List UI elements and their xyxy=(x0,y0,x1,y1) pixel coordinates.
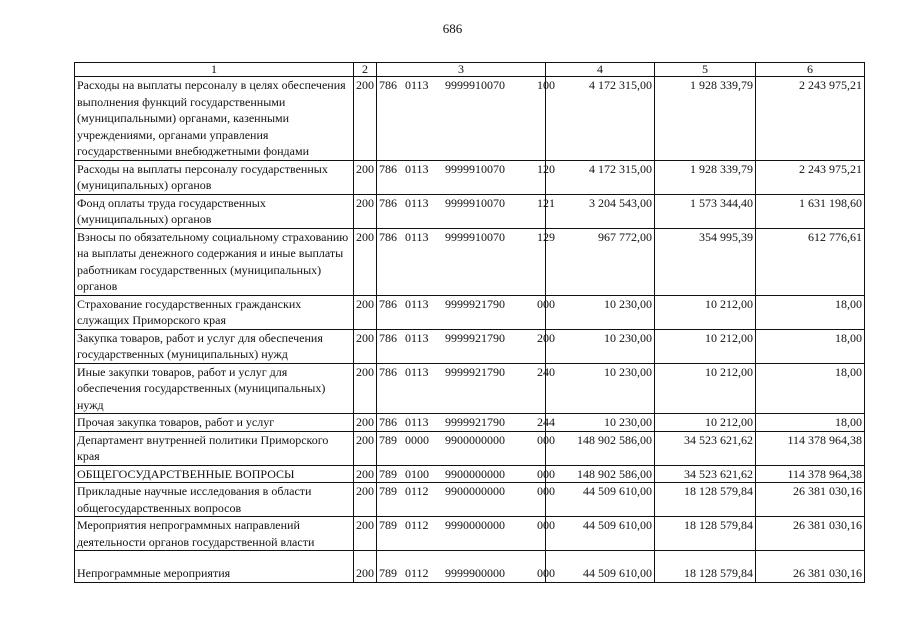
expense-name: Расходы на выплаты персоналу государственных (муниципальных) органов xyxy=(75,160,354,194)
budget-table xyxy=(74,62,865,583)
column-header: 2 xyxy=(354,63,377,77)
target-article-code: 9999910070 xyxy=(445,161,505,176)
executed-amount: 1 573 344,40 xyxy=(655,194,756,228)
classification-code xyxy=(377,329,555,363)
ministry-code: 789 xyxy=(379,566,397,580)
remaining-amount: 114 378 964,38 xyxy=(756,431,865,465)
expense-type-code: 100 xyxy=(537,78,555,92)
section-code: 0113 xyxy=(405,161,429,176)
remaining-amount: 18,00 xyxy=(756,363,865,414)
table-row xyxy=(75,160,865,194)
admin-code: 200 xyxy=(354,551,377,583)
target-article-code: 9900000000 xyxy=(445,432,505,447)
table-row xyxy=(75,363,865,414)
table-row xyxy=(75,194,865,228)
expense-type-code: 000 xyxy=(537,466,555,481)
target-article-code: 9999921790 xyxy=(445,296,505,311)
classification-code xyxy=(377,295,555,329)
remaining-amount: 18,00 xyxy=(756,295,865,329)
ministry-code: 786 xyxy=(379,229,397,244)
classification-code xyxy=(377,160,555,194)
section-code: 0112 xyxy=(405,518,429,532)
target-article-code: 9999910070 xyxy=(445,229,505,244)
target-article-code: 9999910070 xyxy=(445,195,505,210)
expense-name: Закупка товаров, работ и услуг для обеспечения государственных (муниципальных) нужд xyxy=(75,329,354,363)
section-code: 0113 xyxy=(405,330,429,345)
classification-code xyxy=(377,363,555,414)
admin-code: 200 xyxy=(354,295,377,329)
approved-amount: 10 230,00 xyxy=(546,414,655,432)
remaining-amount: 18,00 xyxy=(756,329,865,363)
approved-amount: 967 772,00 xyxy=(546,228,655,295)
expense-name: ОБЩЕГОСУДАРСТВЕННЫЕ ВОПРОСЫ xyxy=(75,465,354,483)
column-header: 5 xyxy=(655,63,756,77)
target-article-code: 9990000000 xyxy=(445,518,505,532)
ministry-code: 786 xyxy=(379,195,397,210)
approved-amount: 4 172 315,00 xyxy=(546,160,655,194)
ministry-code: 786 xyxy=(379,415,397,429)
executed-amount: 10 212,00 xyxy=(655,295,756,329)
expense-type-code: 240 xyxy=(537,364,555,379)
table-row xyxy=(75,483,865,517)
executed-amount: 10 212,00 xyxy=(655,329,756,363)
remaining-amount: 26 381 030,16 xyxy=(756,551,865,583)
remaining-amount: 612 776,61 xyxy=(756,228,865,295)
admin-code: 200 xyxy=(354,414,377,432)
column-header: 1 xyxy=(75,63,354,77)
classification-code xyxy=(377,517,555,551)
admin-code: 200 xyxy=(354,483,377,517)
section-code: 0100 xyxy=(405,466,429,481)
expense-name: Расходы на выплаты персоналу в целях обеспечения выполнения функций государственными (муниципальными) органами, казенными учреждениями, органами управления государственными внебюджетными фондами xyxy=(75,77,354,161)
expense-name: Фонд оплаты труда государственных (муниципальных) органов xyxy=(75,194,354,228)
remaining-amount: 2 243 975,21 xyxy=(756,77,865,161)
admin-code: 200 xyxy=(354,465,377,483)
table-header-row xyxy=(75,63,865,77)
classification-code xyxy=(377,483,555,517)
executed-amount: 18 128 579,84 xyxy=(655,551,756,583)
ministry-code: 789 xyxy=(379,484,397,498)
admin-code: 200 xyxy=(354,228,377,295)
table-row xyxy=(75,517,865,551)
classification-code xyxy=(377,194,555,228)
executed-amount: 10 212,00 xyxy=(655,363,756,414)
approved-amount: 148 902 586,00 xyxy=(546,431,655,465)
executed-amount: 354 995,39 xyxy=(655,228,756,295)
expense-name: Взносы по обязательному социальному страхованию на выплаты денежного содержания и иные выплаты работникам государственных (муниципальных) органов xyxy=(75,228,354,295)
expense-type-code: 129 xyxy=(537,229,555,244)
approved-amount: 148 902 586,00 xyxy=(546,465,655,483)
column-header: 4 xyxy=(546,63,655,77)
expense-name: Прочая закупка товаров, работ и услуг xyxy=(75,414,354,432)
table-row xyxy=(75,465,865,483)
admin-code: 200 xyxy=(354,517,377,551)
target-article-code: 9900000000 xyxy=(445,484,505,498)
expense-type-code: 000 xyxy=(537,296,555,311)
remaining-amount: 26 381 030,16 xyxy=(756,517,865,551)
section-code: 0112 xyxy=(405,484,429,498)
expense-type-code: 121 xyxy=(537,195,555,210)
classification-code xyxy=(377,465,555,483)
remaining-amount: 26 381 030,16 xyxy=(756,483,865,517)
expense-name: Мероприятия непрограммных направлений деятельности органов государственной власти xyxy=(75,517,354,551)
classification-code xyxy=(377,77,555,161)
admin-code: 200 xyxy=(354,77,377,161)
remaining-amount: 18,00 xyxy=(756,414,865,432)
table-row xyxy=(75,329,865,363)
table-row xyxy=(75,431,865,465)
ministry-code: 789 xyxy=(379,518,397,532)
classification-code xyxy=(377,414,555,432)
remaining-amount: 1 631 198,60 xyxy=(756,194,865,228)
remaining-amount: 2 243 975,21 xyxy=(756,160,865,194)
approved-amount: 44 509 610,00 xyxy=(546,517,655,551)
target-article-code: 9999910070 xyxy=(445,78,505,92)
approved-amount: 44 509 610,00 xyxy=(546,551,655,583)
approved-amount: 44 509 610,00 xyxy=(546,483,655,517)
admin-code: 200 xyxy=(354,160,377,194)
remaining-amount: 114 378 964,38 xyxy=(756,465,865,483)
executed-amount: 18 128 579,84 xyxy=(655,517,756,551)
expense-name: Непрограммные мероприятия xyxy=(75,551,354,583)
expense-name: Департамент внутренней политики Приморского края xyxy=(75,431,354,465)
executed-amount: 34 523 621,62 xyxy=(655,465,756,483)
section-code: 0113 xyxy=(405,296,429,311)
executed-amount: 10 212,00 xyxy=(655,414,756,432)
table-row xyxy=(75,414,865,432)
target-article-code: 9900000000 xyxy=(445,466,505,481)
section-code: 0113 xyxy=(405,415,429,429)
executed-amount: 1 928 339,79 xyxy=(655,77,756,161)
approved-amount: 10 230,00 xyxy=(546,363,655,414)
section-code: 0113 xyxy=(405,195,429,210)
admin-code: 200 xyxy=(354,431,377,465)
expense-type-code: 200 xyxy=(537,330,555,345)
target-article-code: 9999921790 xyxy=(445,415,505,429)
page-number: 686 xyxy=(442,21,463,36)
section-code: 0113 xyxy=(405,229,429,244)
target-article-code: 9999921790 xyxy=(445,330,505,345)
ministry-code: 789 xyxy=(379,466,397,481)
executed-amount: 34 523 621,62 xyxy=(655,431,756,465)
target-article-code: 9999921790 xyxy=(445,364,505,379)
section-code: 0113 xyxy=(405,364,429,379)
expense-name: Иные закупки товаров, работ и услуг для обеспечения государственных (муниципальных) нужд xyxy=(75,363,354,414)
table-row xyxy=(75,228,865,295)
ministry-code: 786 xyxy=(379,330,397,345)
executed-amount: 18 128 579,84 xyxy=(655,483,756,517)
admin-code: 200 xyxy=(354,329,377,363)
section-code: 0112 xyxy=(405,566,429,580)
expense-name: Прикладные научные исследования в области общегосударственных вопросов xyxy=(75,483,354,517)
expense-type-code: 000 xyxy=(537,484,555,498)
ministry-code: 786 xyxy=(379,78,397,92)
table-row xyxy=(75,551,865,583)
approved-amount: 10 230,00 xyxy=(546,329,655,363)
table-row xyxy=(75,77,865,161)
expense-type-code: 244 xyxy=(537,415,555,429)
column-header: 3 xyxy=(377,63,546,77)
classification-code xyxy=(377,431,555,465)
column-header: 6 xyxy=(756,63,865,77)
expense-name: Страхование государственных гражданских служащих Приморского края xyxy=(75,295,354,329)
table-row xyxy=(75,295,865,329)
expense-type-code: 000 xyxy=(537,566,555,580)
section-code: 0000 xyxy=(405,432,429,447)
ministry-code: 789 xyxy=(379,432,397,447)
classification-code xyxy=(377,228,555,295)
section-code: 0113 xyxy=(405,78,429,92)
admin-code: 200 xyxy=(354,363,377,414)
executed-amount: 1 928 339,79 xyxy=(655,160,756,194)
admin-code: 200 xyxy=(354,194,377,228)
approved-amount: 4 172 315,00 xyxy=(546,77,655,161)
approved-amount: 3 204 543,00 xyxy=(546,194,655,228)
ministry-code: 786 xyxy=(379,161,397,176)
expense-type-code: 000 xyxy=(537,518,555,532)
classification-code xyxy=(377,551,555,583)
ministry-code: 786 xyxy=(379,296,397,311)
target-article-code: 9999900000 xyxy=(445,566,505,580)
approved-amount: 10 230,00 xyxy=(546,295,655,329)
expense-type-code: 000 xyxy=(537,432,555,447)
ministry-code: 786 xyxy=(379,364,397,379)
expense-type-code: 120 xyxy=(537,161,555,176)
